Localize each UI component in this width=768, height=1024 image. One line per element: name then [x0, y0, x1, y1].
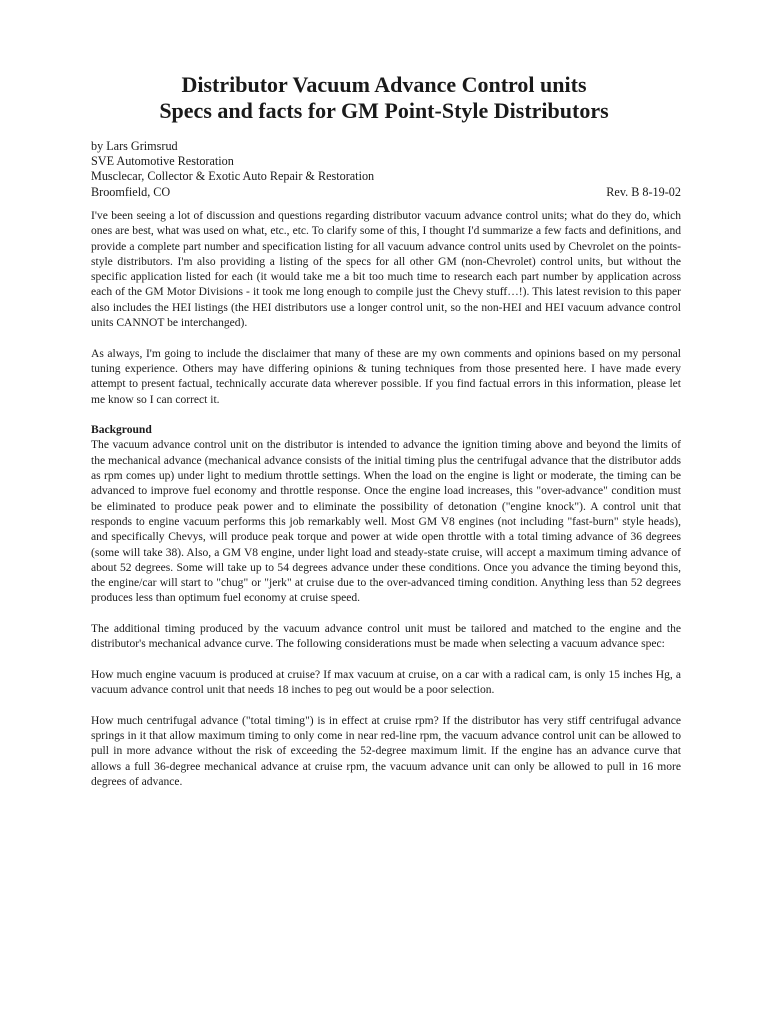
- background-paragraph: The vacuum advance control unit on the distributor is intended to advance the ignition timing above and beyond the limits of the mechanical advance (mechanical advance consists of the initial timing plus the centrifugal advance that the distributor adds as rpm comes up) under light to medium throttle settings. When the load on the engine is light or moderate, the timing can be advanced to improve fuel economy and throttle response. Once the engine load increases, this "over-advance" condition must be eliminated to produce peak power and to eliminate the possibility of detonation ("engine knock"). A control unit that responds to engine vacuum performs this job remarkably well. Most GM V8 engines (not including "fast-burn" style heads), and specifically Chevys, will produce peak torque and power at wide open throttle with a total timing advance of 36 degrees (some will take 38). Also, a GM V8 engine, under light load and steady-state cruise, will accept a maximum timing advance of about 52 degrees. Some will take up to 54 degrees advance under these conditions. Once you advance the timing beyond this, the engine/car will start to "chug" or "jerk" at cruise due to the over-advanced timing condition. Anything less than 52 degrees produces less than optimum fuel economy at cruise speed.: [91, 439, 681, 605]
- document-title-line-1: Distributor Vacuum Advance Control units: [181, 72, 587, 97]
- background-heading: Background: [91, 424, 152, 437]
- author-location-row: [91, 185, 681, 200]
- centrifugal-advance-paragraph: How much centrifugal advance ("total timing") is in effect at cruise rpm? If the distributor has very stiff centrifugal advance springs in it that allow maximum timing to only come in near red-line rpm, the vacuum advance control unit can be allowed to pull in more advance without the risk of exceeding the 52-degree maximum limit. If the engine has an advance curve that allows a full 36-degree mechanical advance at cruise rpm, the vacuum advance unit can only be allowed to pull in 16 more degrees of advance.: [91, 714, 681, 788]
- additional-timing-paragraph: The additional timing produced by the vacuum advance control unit must be tailored and matched to the engine and the distributor's mechanical advance curve. The following considerations must be made when selecting a vacuum advance spec:: [91, 623, 681, 651]
- author-company: SVE Automotive Restoration: [91, 154, 234, 169]
- disclaimer-paragraph: As always, I'm going to include the disclaimer that many of these are my own comments and opinions based on my personal tuning experience. Others may have differing opinions & tuning techniques from those presented here. I have made every attempt to present factual, technically accurate data wherever possible. If you find factual errors in this information, please let me know so I can correct it.: [91, 347, 681, 406]
- intro-paragraph: I've been seeing a lot of discussion and questions regarding distributor vacuum advance control units; what do they do, which ones are best, what was used on what, etc., etc. To clarify some of this, I thought I'd summarize a few facts and definitions, and provide a complete part number and specification listing for all vacuum advance control units used by Chevrolet on the points-style distributors. I'm also providing a listing of the specs for all other GM (non-Chevrolet) control units, but without the specific application listed for each (it would take me a bit too much time to research each part number by application across each of the GM Motor Divisions - it took me long enough to compile just the Chevy stuff…!). This latest revision to this paper also includes the HEI listings (the HEI distributors use a longer control unit, so the non-HEI and HEI vacuum advance control units CANNOT be interchanged).: [91, 210, 681, 330]
- engine-vacuum-paragraph: How much engine vacuum is produced at cruise? If max vacuum at cruise, on a car with a radical cam, is only 15 inches Hg, a vacuum advance control unit that needs 18 inches to peg out would be a poor selection.: [91, 668, 681, 697]
- author-block: [91, 139, 681, 200]
- author-location: Broomfield, CO: [91, 184, 171, 199]
- revision-label: Rev. B 8-19-02: [606, 184, 681, 199]
- document-title-line-2: Specs and facts for GM Point-Style Distributors: [159, 98, 609, 123]
- author-name: by Lars Grimsrud: [91, 139, 178, 153]
- document-body: [91, 209, 681, 806]
- author-tagline: Musclecar, Collector & Exotic Auto Repair & Restoration: [91, 169, 375, 184]
